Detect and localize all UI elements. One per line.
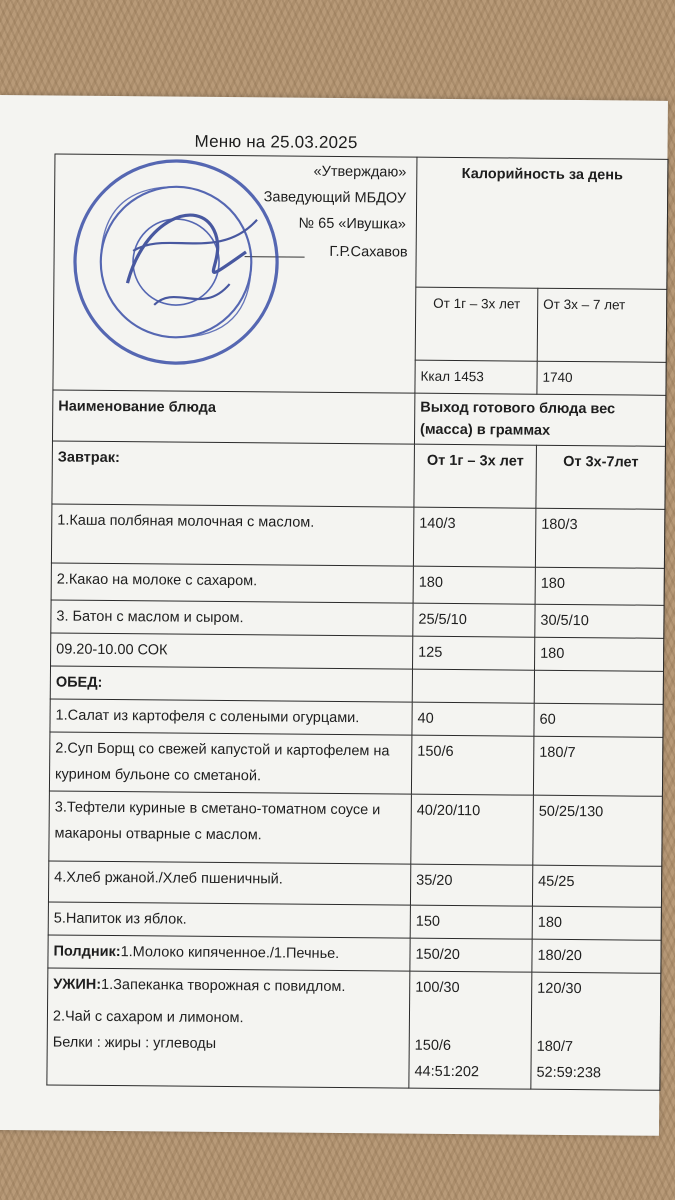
snack-cell	[48, 935, 410, 971]
calories-kcal-old: 1740	[537, 361, 666, 395]
supper-old-2: 180/7	[536, 1038, 574, 1056]
snack-young: 150/20	[410, 938, 532, 972]
supper-young-2: 150/6	[414, 1037, 452, 1054]
dish-row-name: 3.Тефтели куриные в сметано-томатном соусе и макароны отварные с маслом.	[49, 791, 412, 864]
dish-row-old: 60	[534, 703, 663, 737]
supper-old-1: 120/30	[537, 980, 582, 998]
dish-row-young: 25/5/10	[413, 603, 535, 637]
dish-row-young: 40/20/110	[411, 794, 534, 865]
lunch-header: ОБЕД:	[50, 666, 412, 702]
dish-row-young: 150	[410, 905, 532, 939]
dish-row-young	[412, 669, 534, 703]
supper-cell	[47, 968, 410, 1088]
snack-text: 1.Молоко кипяченное./1.Печнье.	[120, 944, 340, 962]
dish-row-name: 1.Салат из картофеля с солеными огурцами.	[50, 699, 412, 735]
dish-row-old: 180	[535, 637, 664, 671]
calories-age-old: От 3х – 7 лет	[537, 288, 667, 362]
calories-age-young: От 1г – 3х лет	[415, 287, 538, 361]
approval-name: Г.Р.Сахавов	[329, 243, 408, 261]
dish-row-name: 1.Каша полбяная молочная с маслом.	[51, 504, 414, 566]
supper-old-3: 52:59:238	[536, 1064, 602, 1082]
dish-row-old: 50/25/130	[533, 795, 663, 866]
dish-row-old: 45/25	[532, 865, 661, 907]
menu-sheet	[0, 95, 668, 1136]
supper-old	[531, 972, 661, 1090]
dish-row-young: 180	[413, 566, 535, 604]
age-old-header: От 3х-7лет	[536, 445, 666, 509]
dish-row-old: 180/7	[533, 736, 663, 796]
output-header: Выход готового блюда вес (масса) в граммах	[414, 393, 665, 446]
dish-row-old: 180	[535, 567, 664, 605]
dish-row-name: 2.Суп Борщ со свежей капустой и картофелем на курином бульоне со сметаной.	[49, 732, 412, 794]
dish-row-name: 2.Какао на молоке с сахаром.	[51, 563, 413, 603]
calories-kcal-young: Ккал 1453	[415, 360, 537, 394]
age-young-header: От 1г – 3х лет	[414, 444, 537, 508]
dish-row-old: 180	[532, 906, 661, 940]
nutrients-label: Белки : жиры : углеводы	[52, 1034, 217, 1052]
dish-row-name: 4.Хлеб ржаной./Хлеб пшеничный.	[48, 861, 410, 905]
dish-row-young: 40	[412, 702, 534, 736]
supper-young-3: 44:51:202	[414, 1063, 480, 1081]
calories-header: Калорийность за день	[416, 157, 668, 289]
snack-old: 180/20	[532, 939, 661, 973]
supper-young	[409, 971, 532, 1089]
supper-text: 1.Запеканка творожная с повидлом.	[101, 976, 346, 996]
dish-row-old	[534, 670, 663, 704]
snack-label: Полдник:	[53, 943, 121, 961]
supper-label: УЖИН:	[53, 976, 102, 993]
dish-row-old: 180/3	[535, 508, 665, 568]
dish-row-young: 140/3	[413, 507, 536, 567]
dish-row-young: 35/20	[410, 864, 532, 906]
breakfast-label: Завтрак:	[57, 449, 120, 467]
dish-row-name: 3. Батон с маслом и сыром.	[51, 600, 413, 636]
dish-row-name: 5.Напиток из яблок.	[48, 902, 410, 938]
dish-name-header: Наименование блюда	[52, 390, 414, 444]
breakfast-header	[52, 441, 415, 507]
approval-position: Заведующий МБДОУ	[263, 189, 407, 207]
dish-row-old: 30/5/10	[535, 604, 664, 638]
signature-line	[245, 256, 305, 258]
approval-title: «Утверждаю»	[313, 163, 407, 181]
dish-row-name: 09.20-10.00 СОК	[51, 633, 413, 669]
page-title: Меню на 25.03.2025	[194, 131, 358, 153]
supper-young-1: 100/30	[415, 979, 460, 997]
menu-table	[46, 153, 667, 1090]
approval-org: № 65 «Ивушка»	[298, 215, 406, 233]
approval-cell	[53, 154, 417, 393]
dish-row-young: 125	[413, 636, 535, 670]
dish-row-young: 150/6	[411, 735, 534, 795]
supper-text-2: 2.Чай с сахаром и лимоном.	[52, 1008, 244, 1027]
